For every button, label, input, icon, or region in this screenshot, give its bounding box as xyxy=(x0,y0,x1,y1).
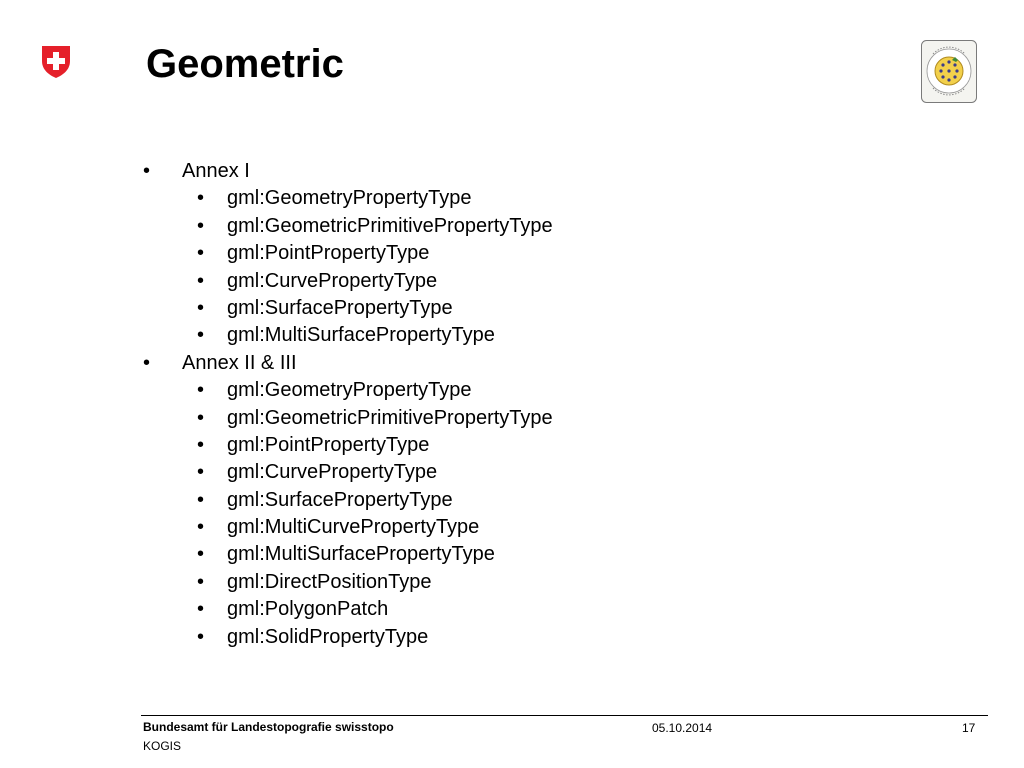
sub-bullet xyxy=(0,541,1024,568)
sub-bullet xyxy=(0,487,1024,514)
sub-bullet-label: gml:PointPropertyType xyxy=(227,433,430,456)
inspire-logo xyxy=(921,40,977,103)
bullet-marker: • xyxy=(197,570,205,593)
sub-bullet xyxy=(0,377,1024,404)
sub-bullet-label: gml:MultiCurvePropertyType xyxy=(227,516,480,539)
sub-bullet xyxy=(0,596,1024,623)
sub-bullet xyxy=(0,268,1024,295)
swiss-shield-icon xyxy=(40,44,72,80)
sub-bullet xyxy=(0,405,1024,432)
bullet-marker: • xyxy=(143,351,151,374)
sub-bullet-label: gml:PolygonPatch xyxy=(227,598,389,621)
sub-bullet-label: gml:CurvePropertyType xyxy=(227,269,438,292)
footer-divider xyxy=(141,715,988,716)
sub-bullet xyxy=(0,624,1024,651)
sub-bullet-label: gml:GeometricPrimitivePropertyType xyxy=(227,406,553,429)
sub-bullet xyxy=(0,185,1024,212)
bullet-label: Annex II & III xyxy=(182,351,297,374)
bullet-marker: • xyxy=(197,296,205,319)
bullet-marker: • xyxy=(197,324,205,347)
sub-bullet-label: gml:MultiSurfacePropertyType xyxy=(227,324,495,347)
footer-unit: KOGIS xyxy=(143,739,182,753)
slide-title: Geometric xyxy=(146,42,344,86)
sub-bullet xyxy=(0,295,1024,322)
bullet-label: Annex I xyxy=(182,160,250,182)
sub-bullet-label: gml:SurfacePropertyType xyxy=(227,296,453,319)
bullet-marker: • xyxy=(143,160,151,182)
bullet-annex-2-3 xyxy=(0,350,1024,377)
bullet-marker: • xyxy=(197,406,205,429)
bullet-marker: • xyxy=(197,516,205,539)
sub-bullet-label: gml:GeometryPropertyType xyxy=(227,187,472,210)
sub-bullet-label: gml:GeometryPropertyType xyxy=(227,379,472,402)
bullet-marker: • xyxy=(197,433,205,456)
sub-bullet-label: gml:DirectPositionType xyxy=(227,570,432,593)
bullet-marker: • xyxy=(197,269,205,292)
sub-bullet xyxy=(0,322,1024,349)
bullet-marker: • xyxy=(197,379,205,402)
sub-bullet xyxy=(0,213,1024,240)
sub-bullet-label: gml:GeometricPrimitivePropertyType xyxy=(227,214,553,237)
sub-bullet-label: gml:SolidPropertyType xyxy=(227,625,429,648)
bullet-marker: • xyxy=(197,242,205,265)
sub-bullet xyxy=(0,459,1024,486)
bullet-annex-1 xyxy=(0,158,1024,185)
bullet-marker: • xyxy=(197,488,205,511)
bullet-marker: • xyxy=(197,214,205,237)
bullet-marker: • xyxy=(197,625,205,648)
sub-bullet xyxy=(0,432,1024,459)
sub-bullet xyxy=(0,240,1024,267)
sub-bullet-label: gml:SurfacePropertyType xyxy=(227,488,453,511)
bullet-marker: • xyxy=(197,461,205,484)
bullet-marker: • xyxy=(197,187,205,210)
bullet-list xyxy=(0,158,1024,651)
footer-organization: Bundesamt für Landestopografie swisstopo xyxy=(143,720,394,734)
sub-bullet xyxy=(0,569,1024,596)
sub-bullet xyxy=(0,514,1024,541)
bullet-marker: • xyxy=(197,598,205,621)
sub-bullet-label: gml:PointPropertyType xyxy=(227,242,430,265)
bullet-marker: • xyxy=(197,543,205,566)
footer-date: 05.10.2014 xyxy=(652,721,713,735)
sub-bullet-label: gml:CurvePropertyType xyxy=(227,461,438,484)
page-number: 17 xyxy=(962,721,976,735)
sub-bullet-label: gml:MultiSurfacePropertyType xyxy=(227,543,495,566)
